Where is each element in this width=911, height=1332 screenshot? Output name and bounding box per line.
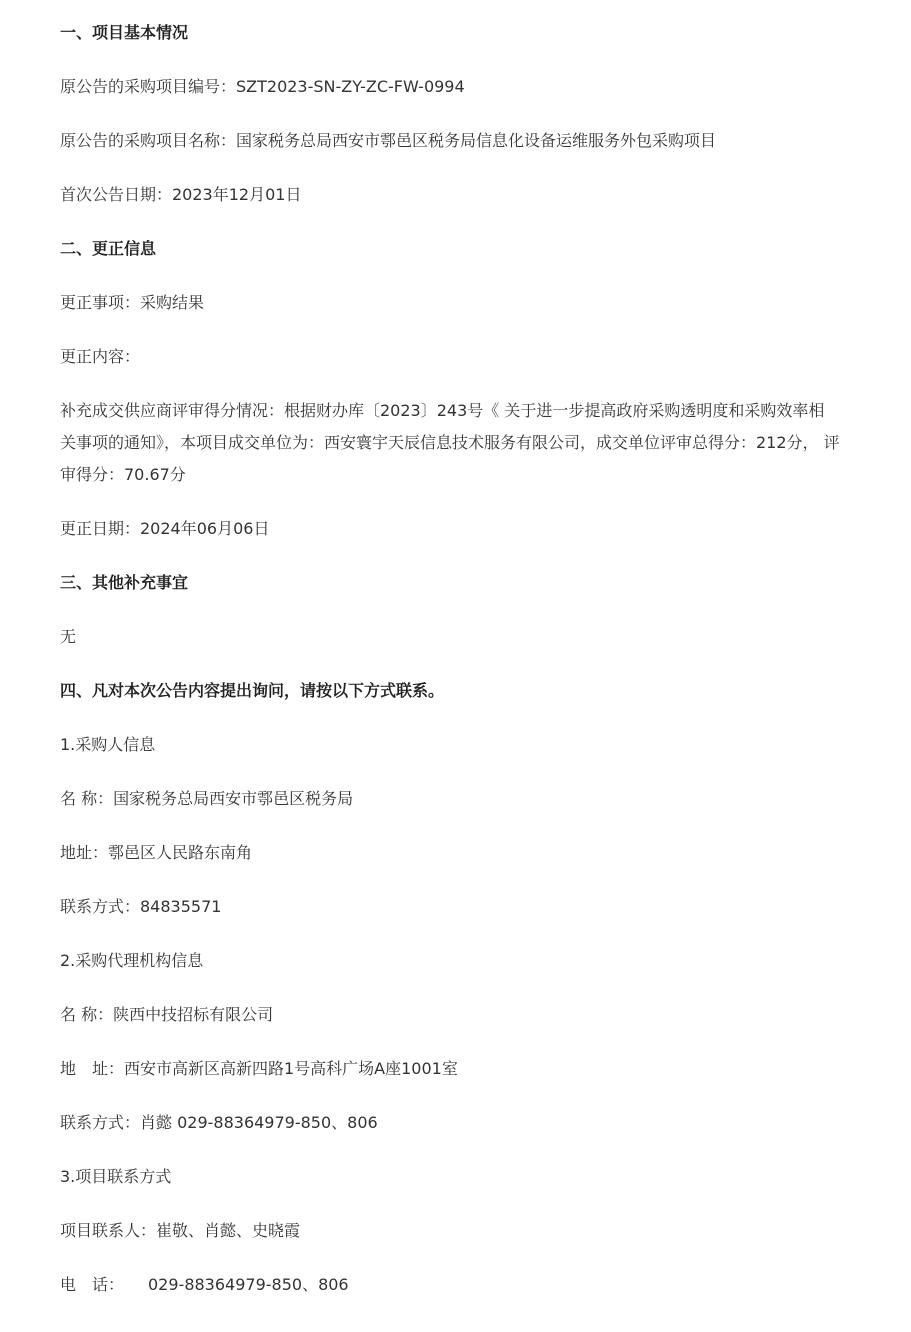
agency-contact: 联系方式：肖懿 029-88364979-850、806: [60, 1113, 378, 1132]
buyer-name: 名 称：国家税务总局西安市鄠邑区税务局: [60, 789, 354, 808]
section-heading-contact: 四、凡对本次公告内容提出询问，请按以下方式联系。: [60, 681, 445, 700]
agency-info-title: 2.采购代理机构信息: [60, 951, 204, 970]
project-number: 原公告的采购项目编号：SZT2023-SN-ZY-ZC-FW-0994: [60, 77, 465, 96]
project-phone: 电 话： 029-88364979-850、806: [60, 1275, 349, 1294]
buyer-address: 地址：鄠邑区人民路东南角: [60, 843, 253, 862]
supplement-content: 无: [60, 627, 77, 646]
section-heading-correction: 二、更正信息: [60, 239, 157, 258]
project-name: 原公告的采购项目名称：国家税务总局西安市鄠邑区税务局信息化设备运维服务外包采购项目: [60, 131, 717, 150]
correction-content-label: 更正内容：: [60, 347, 141, 366]
correction-detail: 补充成交供应商评审得分情况：根据财办库〔2023〕243号《 关于进一步提高政府采购透明度和采购效率相关事项的通知》，本项目成交单位为：西安寰宇天辰信息技术服务有限公司，成交单位评审总得分：212分， 评审得分：70.67分: [60, 401, 840, 484]
buyer-info-title: 1.采购人信息: [60, 735, 156, 754]
correction-date: 更正日期：2024年06月06日: [60, 519, 270, 538]
first-announcement-date: 首次公告日期：2023年12月01日: [60, 185, 302, 204]
project-contact-title: 3.项目联系方式: [60, 1167, 172, 1186]
section-heading-basic-info: 一、项目基本情况: [60, 23, 189, 42]
agency-address: 地 址：西安市高新区高新四路1号高科广场A座1001室: [60, 1059, 458, 1078]
correction-item: 更正事项：采购结果: [60, 293, 205, 312]
project-contacts: 项目联系人：崔敬、肖懿、史晓霞: [60, 1221, 301, 1240]
agency-name: 名 称：陕西中技招标有限公司: [60, 1005, 274, 1024]
buyer-contact: 联系方式：84835571: [60, 897, 222, 916]
section-heading-supplement: 三、其他补充事宜: [60, 573, 189, 592]
